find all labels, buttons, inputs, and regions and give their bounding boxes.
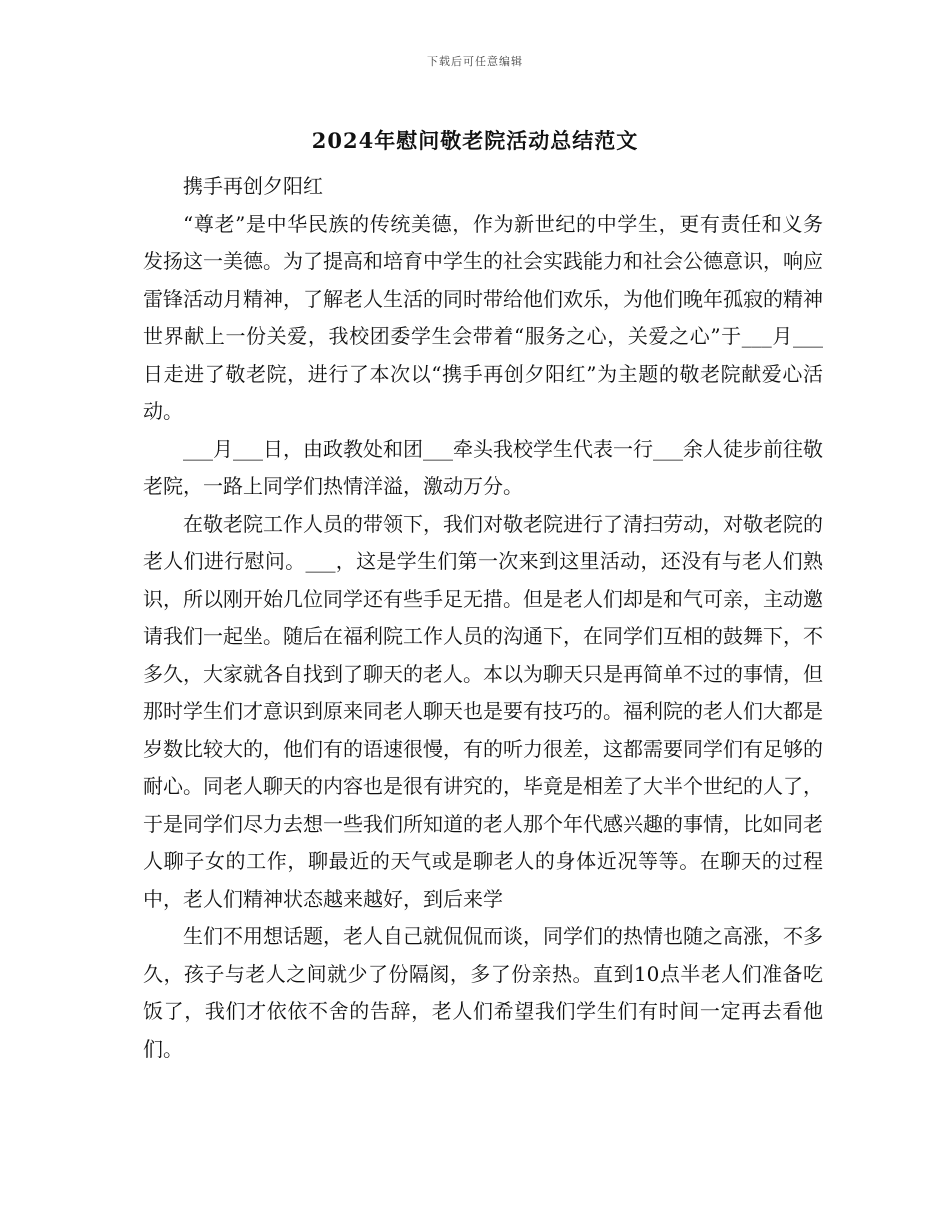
paragraph: ___月___日，由政教处和团___牵头我校学生代表一行___余人徒步前往敬老院，一路上同学们热情洋溢，激动万分。 xyxy=(143,436,823,498)
paragraph: 生们不用想话题，老人自己就侃侃而谈，同学们的热情也随之高涨，不多久，孩子与老人之间就少了份隔阂，多了份亲热。直到10点半老人们准备吃饭了，我们才依依不舍的告辞，老人们希望我们学生们有时间一定再去看他们。 xyxy=(143,924,823,1061)
document-title: 2024年慰问敬老院活动总结范文 xyxy=(311,128,639,153)
document-body xyxy=(143,168,823,1068)
paragraph-subtitle: 携手再创夕阳红 xyxy=(183,174,323,198)
page-header: 下载后可任意编辑 xyxy=(427,55,523,68)
paragraph: “尊老”是中华民族的传统美德，作为新世纪的中学生，更有责任和义务发扬这一美德。为了提高和培育中学生的社会实践能力和社会公德意识，响应雷锋活动月精神，了解老人生活的同时带给他们欢乐，为他们晚年孤寂的精神世界献上一份关爱，我校团委学生会带着“服务之心，关爱之心”于___月___日走进了敬老院，进行了本次以“携手再创夕阳红”为主题的敬老院献爱心活动。 xyxy=(143,211,823,423)
paragraph: 在敬老院工作人员的带领下，我们对敬老院进行了清扫劳动，对敬老院的老人们进行慰问。___，这是学生们第一次来到这里活动，还没有与老人们熟识，所以刚开始几位同学还有些手足无措。但是老人们却是和气可亲，主动邀请我们一起坐。随后在福利院工作人员的沟通下，在同学们互相的鼓舞下，不多久，大家就各自找到了聊天的老人。本以为聊天只是再简单不过的事情，但那时学生们才意识到原来同老人聊天也是要有技巧的。福利院的老人们大都是岁数比较大的，他们有的语速很慢，有的听力很差，这都需要同学们有足够的耐心。同老人聊天的内容也是很有讲究的，毕竟是相差了大半个世纪的人了，于是同学们尽力去想一些我们所知道的老人那个年代感兴趣的事情，比如同老人聊子女的工作，聊最近的天气或是聊老人的身体近况等等。在聊天的过程中，老人们精神状态越来越好，到后来学 xyxy=(143,511,823,911)
